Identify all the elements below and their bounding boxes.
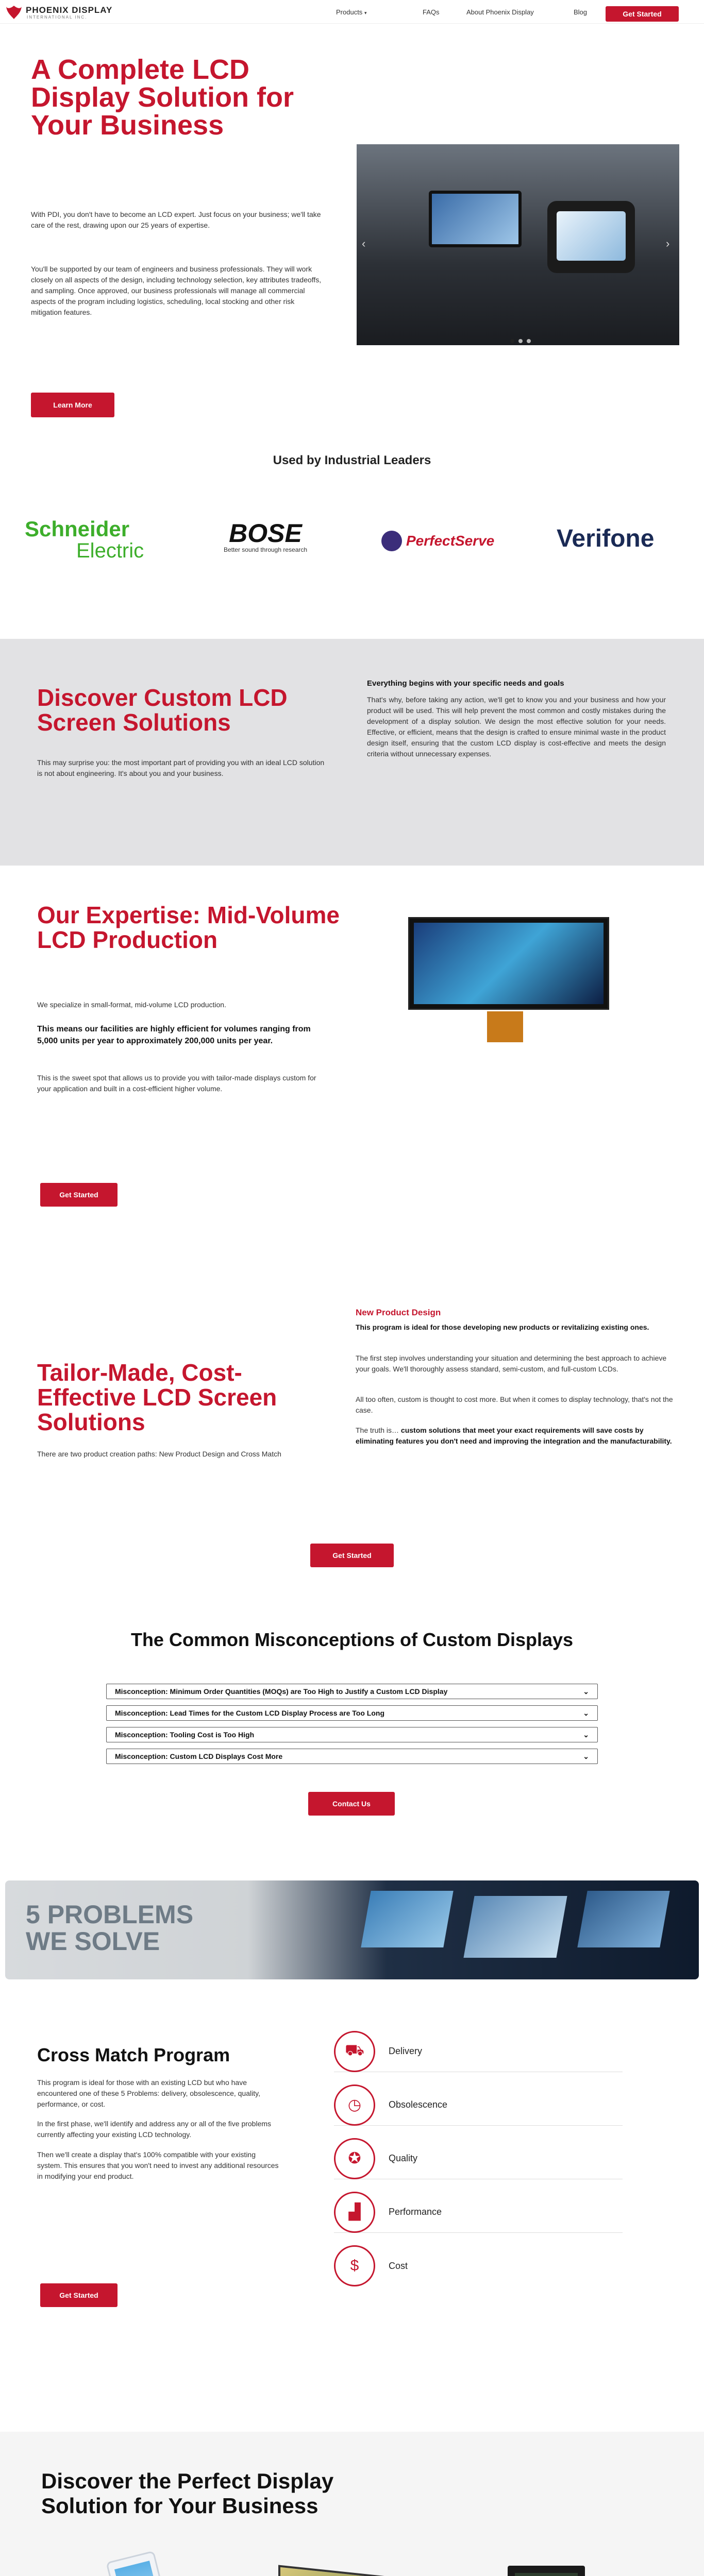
medal-icon: ✪ <box>334 2138 375 2179</box>
problem-row-performance <box>334 2192 623 2233</box>
tailor-truth: The truth is… <box>356 1426 399 1434</box>
hero-paragraph-2: You'll be supported by our team of engineers and business professionals. They will work closely on all aspects of the design, including technology selection, key attributes tradeoffs, and sampling. Once approved, our business professionals will manage all commercial aspects of the program including logistics, scheduling, local stocking and other risk mitigation features. <box>31 265 322 316</box>
logo[interactable] <box>3 4 178 21</box>
problems-banner <box>5 1880 699 1979</box>
problem-label: Delivery <box>389 2046 423 2056</box>
nav-blog[interactable]: Blog <box>574 8 588 16</box>
problem-list <box>334 2031 623 2286</box>
expertise-paragraph-3: This is the sweet spot that allows us to provide you with tailor-made displays custom for your application and built in a cost-efficient higher volume. <box>37 1074 316 1093</box>
misconception-item-2[interactable] <box>106 1705 598 1721</box>
chart-icon: ▟ <box>334 2192 375 2233</box>
custom-display-image <box>278 2565 392 2576</box>
carousel-dots[interactable] <box>510 339 531 343</box>
hero-carousel <box>357 144 679 345</box>
misconception-item-label: Misconception: Lead Times for the Custom LCD Display Process are Too Long <box>115 1709 385 1717</box>
discover-section <box>0 2432 704 2576</box>
tailor-right-paragraph-3 <box>356 1425 675 1447</box>
leaders-title: Used by Industrial Leaders <box>273 453 431 467</box>
color-tft-image <box>106 2551 172 2576</box>
truck-icon: ⛟ <box>334 2031 375 2072</box>
banner-screens-image <box>577 1891 669 1947</box>
banner-screens-image <box>361 1891 453 1947</box>
tailor-right-bold: This program is ideal for those developing new products or revitalizing existing ones. <box>356 1323 649 1331</box>
hero-paragraph-1: With PDI, you don't have to become an LCD expert. Just focus on your business; we'll take care of the rest, drawing upon our 25 years of expertise. <box>31 210 321 229</box>
banner-screens-image <box>463 1896 567 1958</box>
problem-row-delivery <box>334 2031 623 2072</box>
nav-products-label: Products <box>336 8 363 16</box>
carousel-prev-icon[interactable]: ‹ <box>362 237 366 250</box>
chevron-down-icon: ⌄ <box>583 1730 589 1739</box>
nav-faqs[interactable]: FAQs <box>423 8 440 16</box>
discover-title: Discover the Perfect Display Solution for Your Business <box>41 2469 334 2518</box>
chevron-down-icon: ⌄ <box>583 1708 589 1717</box>
cross-paragraph-3: Then we'll create a display that's 100% compatible with your existing system. This ensures that you won't need to invest any additional resources in modifying your end product. <box>37 2150 279 2180</box>
misconception-item-3[interactable] <box>106 1727 598 1742</box>
chevron-down-icon: ⌄ <box>583 1752 589 1760</box>
flex-cable-image <box>487 1011 523 1042</box>
tailor-title: Tailor-Made, Cost-Effective LCD Screen Solutions <box>37 1359 277 1435</box>
top-nav <box>0 0 704 24</box>
cross-get-started-button[interactable]: Get Started <box>40 2283 118 2307</box>
custom-right-heading: Everything begins with your specific needs and goals <box>367 679 564 688</box>
custom-title: Discover Custom LCD Screen Solutions <box>37 684 288 736</box>
misconception-item-1[interactable] <box>106 1684 598 1699</box>
logo-bose <box>204 520 327 556</box>
dollar-icon: $ <box>334 2245 375 2286</box>
phoenix-logo-icon <box>5 5 23 20</box>
custom-right-paragraph: That's why, before taking any action, we'll get to know you and your business and how your product will be used. This will help prevent the most common and costly mistakes during the development of a display solution. We design the most effective solution for your needs. Effective, or efficient, means that the design is crafted to ensure minimal waste in the product design itself, ensuring that the custom LCD display is cost-effective and meets the design criteria without unnecessary expenses. <box>367 696 666 758</box>
banner-line-1: 5 PROBLEMS <box>26 1900 194 1929</box>
nav-products[interactable] <box>336 8 366 16</box>
carousel-dot-icon[interactable] <box>518 339 523 343</box>
lcd-panel-image <box>408 917 609 1010</box>
electric-text: Electric <box>76 539 144 562</box>
problem-label: Obsolescence <box>389 2099 448 2110</box>
perfectserve-text: PerfectServe <box>406 533 495 549</box>
logo-perfectserve <box>381 526 515 556</box>
monochrome-display-image <box>508 2566 585 2576</box>
carousel-dot-icon[interactable] <box>510 339 514 343</box>
tailor-get-started-button[interactable]: Get Started <box>310 1544 394 1567</box>
problem-row-obsolescence <box>334 2084 623 2126</box>
nav-about[interactable]: About Phoenix Display <box>466 8 534 16</box>
cross-title: Cross Match Program <box>37 2044 230 2065</box>
logo-main: PHOENIX DISPLAY <box>26 5 113 15</box>
custom-section <box>0 639 704 866</box>
logo-sub: INTERNATIONAL INC. <box>27 15 88 20</box>
hero-learn-more-button[interactable]: Learn More <box>31 393 114 417</box>
nav-get-started-button[interactable]: Get Started <box>606 6 679 22</box>
expertise-get-started-button[interactable]: Get Started <box>40 1183 118 1207</box>
chevron-down-icon: ▾ <box>364 10 367 15</box>
hero-title: A Complete LCD Display Solution for Your Business <box>31 54 294 141</box>
problem-row-quality <box>334 2138 623 2179</box>
problem-label: Performance <box>389 2207 442 2217</box>
expertise-paragraph-1: We specialize in small-format, mid-volume LCD production. <box>37 1001 226 1009</box>
cross-paragraph-1: This program is ideal for those with an existing LCD but who have encountered one of these 5 Problems: delivery, obsolescence, quality, performance, or cost. <box>37 2078 260 2108</box>
misconception-item-label: Misconception: Tooling Cost is Too High <box>115 1731 255 1739</box>
expertise-paragraph-2: This means our facilities are highly efficient for volumes ranging from 5,000 units per year to approximately 200,000 units per year. <box>37 1025 311 1045</box>
problem-row-cost <box>334 2245 623 2286</box>
logo-schneider <box>25 518 154 564</box>
tailor-right-paragraph-2: All too often, custom is thought to cost more. But when it comes to display technology, that's not the case. <box>356 1395 673 1414</box>
problem-label: Cost <box>389 2260 408 2271</box>
dashboard-screen-image <box>429 191 522 247</box>
custom-left-paragraph: This may surprise you: the most important part of providing you with an ideal LCD solution is not about engineering. It's about you and your business. <box>37 758 325 777</box>
bose-tagline: Better sound through research <box>223 546 308 553</box>
tailor-right-paragraph-1: The first step involves understanding your situation and determining the best approach to achieve your goals. We'll thoroughly assess standard, semi-custom, and full-custom LCDs. <box>356 1354 667 1373</box>
misconception-item-label: Misconception: Minimum Order Quantities (MOQs) are Too High to Justify a Custom LCD Display <box>115 1687 448 1696</box>
chevron-down-icon: ⌄ <box>583 1687 589 1696</box>
perfectserve-icon <box>381 531 402 551</box>
clock-icon: ◷ <box>334 2084 375 2126</box>
carousel-next-icon[interactable]: › <box>666 237 670 250</box>
handheld-display-image <box>547 201 635 273</box>
logo-verifone: Verifone <box>557 525 655 552</box>
cross-paragraph-2: In the first phase, we'll identify and address any or all of the five problems currently affecting your existing LCD technology. <box>37 2120 272 2139</box>
carousel-dot-icon[interactable] <box>527 339 531 343</box>
bose-text: BOSE <box>229 519 302 548</box>
tailor-truth-bold: custom solutions that meet your exact requirements will save costs by eliminating features you don't need and improving the integration and the manufacturability. <box>356 1426 672 1445</box>
banner-line-2: WE SOLVE <box>26 1927 160 1956</box>
problem-label: Quality <box>389 2153 418 2163</box>
expertise-title: Our Expertise: Mid-Volume LCD Production <box>37 902 340 953</box>
misconception-item-label: Misconception: Custom LCD Displays Cost More <box>115 1752 283 1760</box>
misconception-item-4[interactable] <box>106 1749 598 1764</box>
contact-us-button[interactable]: Contact Us <box>308 1792 395 1816</box>
tailor-right-heading: New Product Design <box>356 1308 441 1317</box>
tailor-left-paragraph: There are two product creation paths: New Product Design and Cross Match <box>37 1450 281 1458</box>
misconceptions-title: The Common Misconceptions of Custom Displays <box>130 1629 574 1650</box>
schneider-text: Schneider <box>25 517 130 541</box>
